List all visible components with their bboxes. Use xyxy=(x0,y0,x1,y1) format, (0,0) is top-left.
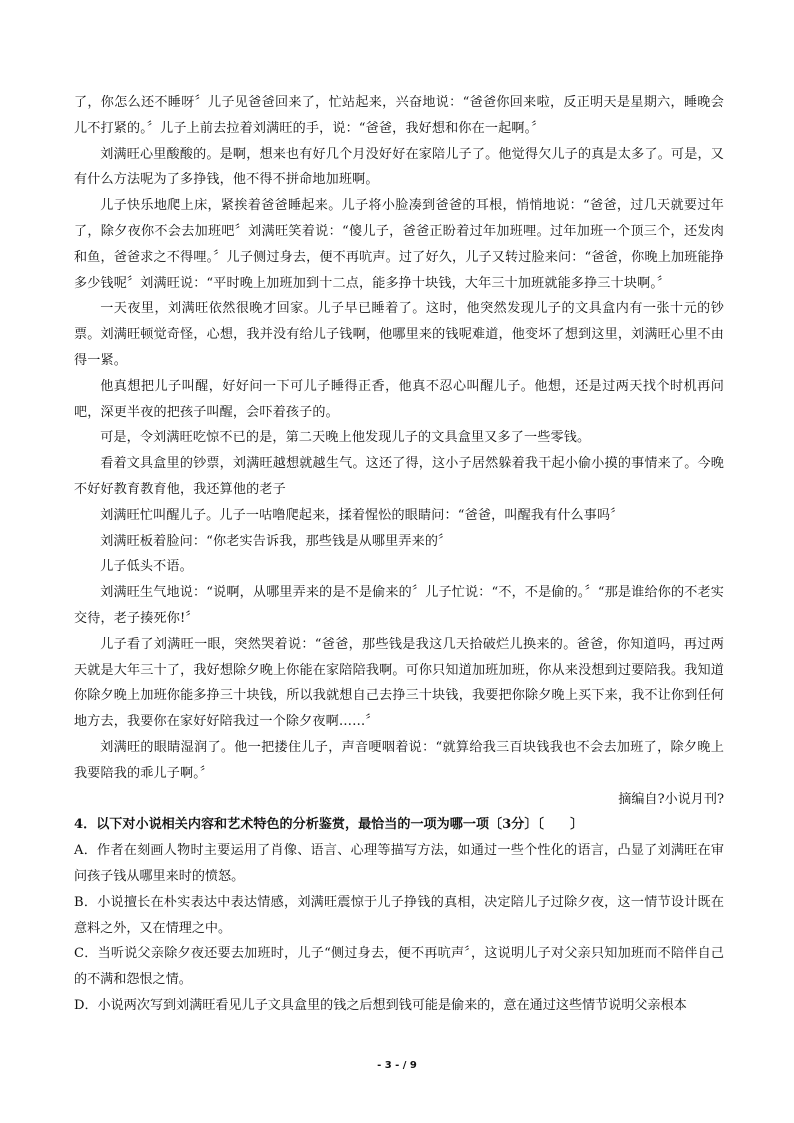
paragraph-13: 刘满旺的眼睛湿润了。他一把搂住儿子，声音哽咽着说：“就算给我三百块钱我也不会去加班了，除夕晚上我要陪我的乖儿子啊。〞 xyxy=(74,739,724,781)
paragraph-7: 看着文具盒里的钞票，刘满旺越想就越生气。这还了得，这小子居然躲着我干起小偷小摸的事情来了。今晚不好好教育教育他，我还算他的老子 xyxy=(74,456,724,497)
option-d: D．小说两次写到刘满旺看见儿子文具盒里的钱之后想到钱可能是偷来的，意在通过这些情节说明父亲根本 xyxy=(74,997,687,1013)
paragraph-8: 刘满旺忙叫醒儿子。儿子一咕噜爬起来，揉着惺忪的眼睛问：“爸爸，叫醒我有什么事吗〞 xyxy=(100,507,624,523)
paragraph-2: 刘满旺心里酸酸的。是啊，想来也有好几个月没好好在家陪儿子了。他觉得欠儿子的真是太多了。可是，又有什么方法呢为了多挣钱，他不得不拼命地加班啊。 xyxy=(74,146,724,188)
question-block xyxy=(74,812,724,1018)
paragraph-11: 刘满旺生气地说：“说啊，从哪里弄来的是不是偷来的〞儿子忙说：“不，不是偷的。〞“那是谁给你的不老实交待，老子揍死你!〞 xyxy=(74,585,724,626)
option-c: C．当听说父亲除夕夜还要去加班时，儿子“侧过身去，便不再吭声〞，这说明儿子对父亲只知加班而不陪伴自己的不满和怨恨之情。 xyxy=(74,946,724,988)
option-b: B．小说擅长在朴实表达中表达情感，刘满旺震惊于儿子挣钱的真相，决定陪儿子过除夕夜，这一情节设计既在意料之外，又在情理之中。 xyxy=(74,894,724,936)
paragraph-3: 儿子快乐地爬上床，紧挨着爸爸睡起来。儿子将小脸凑到爸爸的耳根，悄悄地说：“爸爸，过几天就要过年了，除夕夜你不会去加班吧〞刘满旺笑着说：“傻儿子，爸爸正盼着过年加班哩。过年加班一个顶三个，还发肉和鱼，爸爸求之不得哩。〞儿子侧过身去，便不再吭声。过了好久，儿子又转过脸来问：“爸爸，你晚上加班能挣多少钱呢〞刘满旺说：“平时晚上加班加到十二点，能多挣十块钱，大年三十加班就能多挣三十块啊。〞 xyxy=(74,198,724,291)
paragraph-9: 刘满旺板着脸问：“你老实告诉我，那些钱是从哪里弄来的〞 xyxy=(100,533,452,549)
source-citation: 摘编自?小说月刊? xyxy=(618,791,724,807)
paragraph-5: 他真想把儿子叫醒，好好问一下可儿子睡得正香，他真不忍心叫醒儿子。他想，还是过两天找个时机再问吧，深更半夜的把孩子叫醒，会吓着孩子的。 xyxy=(74,378,724,420)
question-stem: 4．以下对小说相关内容和艺术特色的分析鉴赏，最恰当的一项为哪一项〔3分〕〔 〕 xyxy=(74,817,584,833)
paragraph-1: 了，你怎么还不睡呀〞儿子见爸爸回来了，忙站起来，兴奋地说：“爸爸你回来啦，反正明天是星期六，睡晚会儿不打紧的。〞儿子上前去拉着刘满旺的手，说：“爸爸，我好想和你在一起啊。〞 xyxy=(74,95,724,136)
page-number: - 3 - / 9 xyxy=(377,1060,417,1071)
paragraph-10: 儿子低头不语。 xyxy=(100,559,193,575)
paragraph-4: 一天夜里，刘满旺依然很晚才回家。儿子早已睡着了。这时，他突然发现儿子的文具盒内有一张十元的钞票。刘满旺顿觉奇怪，心想，我并没有给儿子钱啊，他哪里来的钱呢难道，他变坏了想到这里，刘满旺心里不由得一紧。 xyxy=(74,301,724,368)
paragraph-6: 可是，令刘满旺吃惊不已的是，第二天晚上他发现儿子的文具盒里又多了一些零钱。 xyxy=(100,430,591,446)
document-body xyxy=(74,90,724,1019)
paragraph-12: 儿子看了刘满旺一眼，突然哭着说：“爸爸，那些钱是我这几天拾破烂儿换来的。爸爸，你知道吗，再过两天就是大年三十了，我好想除夕晚上你能在家陪陪我啊。可你只知道加班加班，你从来没想到过要陪我。我知道你除夕晚上加班你能多挣三十块钱，所以我就想自己去挣三十块钱，我要把你除夕晚上买下来，我不让你到任何地方去，我要你在家好好陪我过一个除夕夜啊……〞 xyxy=(74,636,724,730)
option-a: A．作者在刻画人物时主要运用了肖像、语言、心理等描写方法，如通过一些个性化的语言，凸显了刘满旺在审问孩子钱从哪里来时的愤怒。 xyxy=(74,843,724,884)
